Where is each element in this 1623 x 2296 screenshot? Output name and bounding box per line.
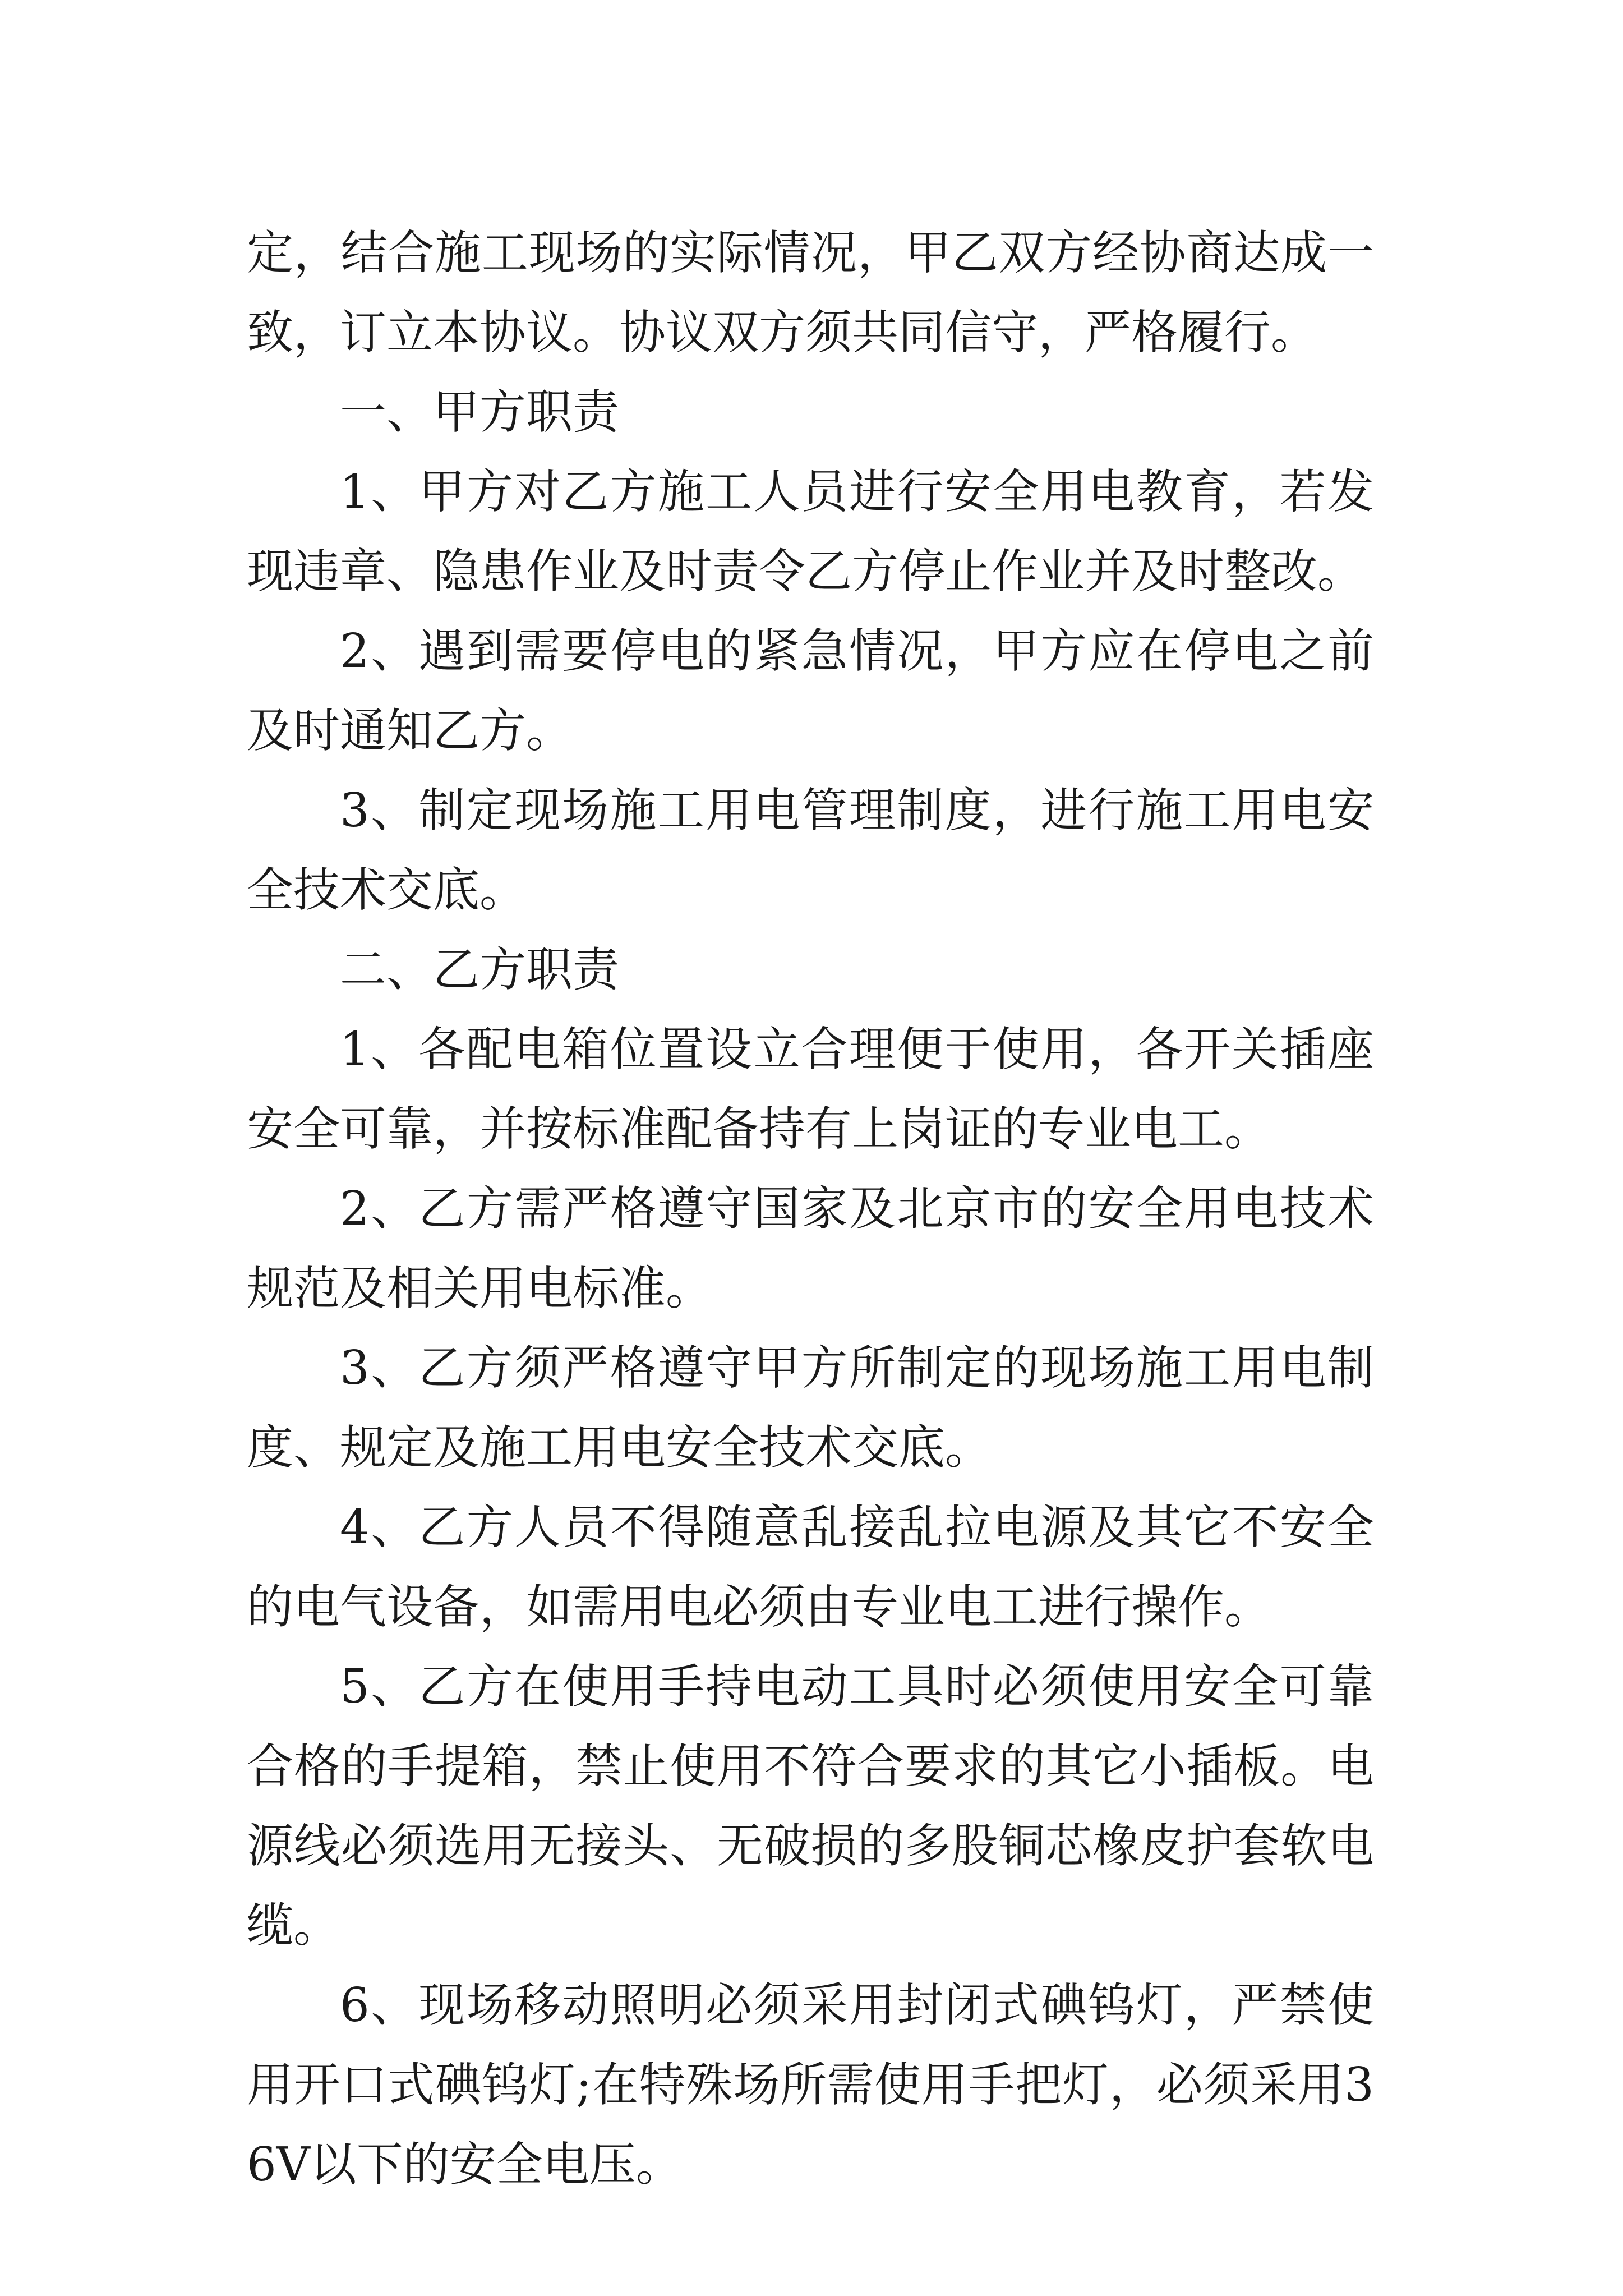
party-a-clause-3: 3、制定现场施工用电管理制度，进行施工用电安全技术交底。	[247, 783, 1374, 917]
party-b-clause-4: 4、乙方人员不得随意乱接乱拉电源及其它不安全的电气设备，如需用电必须由专业电工进行操作。	[247, 1500, 1374, 1634]
party-b-clause-3: 3、乙方须严格遵守甲方所制定的现场施工用电制度、规定及施工用电安全技术交底。	[247, 1341, 1374, 1475]
party-b-clause-1: 1、各配电箱位置设立合理便于使用，各开关插座安全可靠，并按标准配备持有上岗证的专业电工。	[247, 1022, 1374, 1156]
paragraph-agreement-intro: 定，结合施工现场的实际情况，甲乙双方经协商达成一致，订立本协议。协议双方须共同信守，严格履行。	[247, 226, 1374, 360]
section-heading-party-a: 一、甲方职责	[340, 385, 619, 439]
party-a-clause-1: 1、甲方对乙方施工人员进行安全用电教育，若发现违章、隐患作业及时责令乙方停止作业并及时整改。	[247, 464, 1374, 599]
party-b-clause-6: 6、现场移动照明必须采用封闭式碘钨灯，严禁使用开口式碘钨灯;在特殊场所需使用手把灯，必须采用36V以下的安全电压。	[247, 1978, 1374, 2192]
party-b-clause-5: 5、乙方在使用手持电动工具时必须使用安全可靠合格的手提箱，禁止使用不符合要求的其它小插板。电源线必须选用无接头、无破损的多股铜芯橡皮护套软电缆。	[247, 1659, 1374, 1953]
document-body	[247, 213, 1374, 2205]
party-a-clause-2: 2、遇到需要停电的紧急情况，甲方应在停电之前及时通知乙方。	[247, 624, 1374, 758]
party-b-clause-2: 2、乙方需严格遵守国家及北京市的安全用电技术规范及相关用电标准。	[247, 1181, 1374, 1315]
section-heading-party-b: 二、乙方职责	[340, 942, 619, 997]
